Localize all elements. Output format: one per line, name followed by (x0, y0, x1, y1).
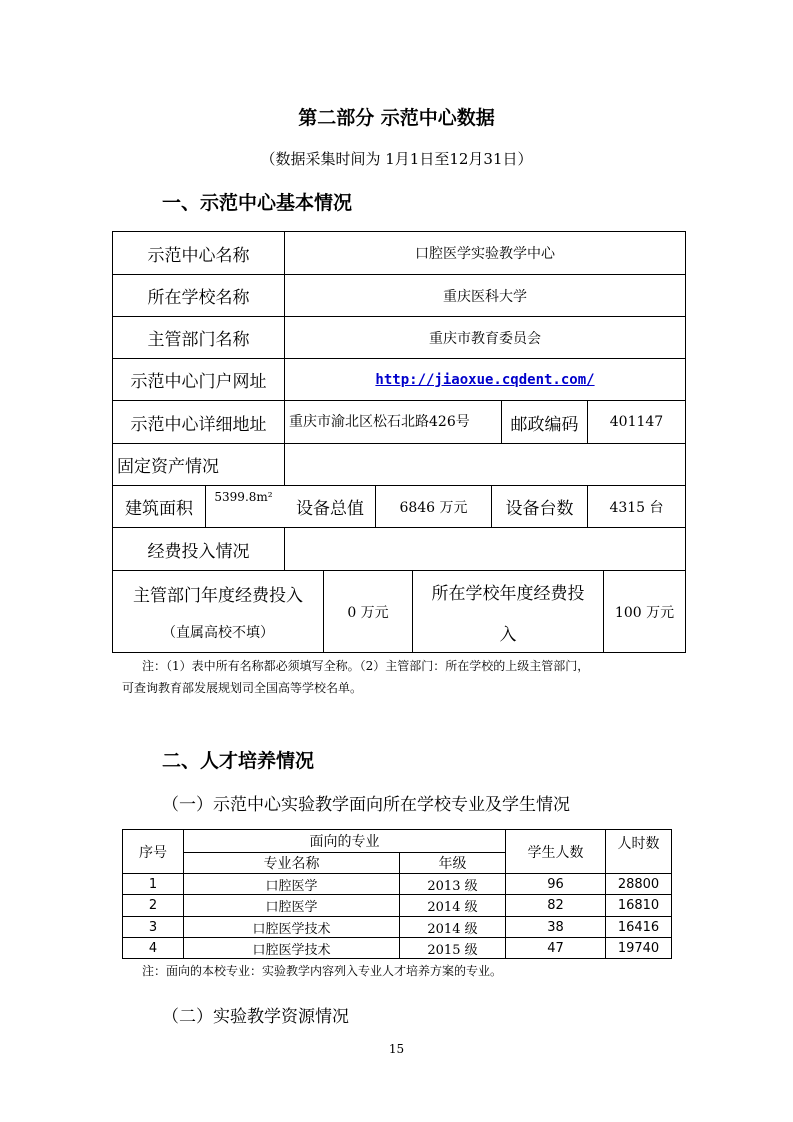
table-row-cell-major: 口腔医学技术 (252, 942, 331, 958)
section1-note-line2: 可查询教育部发展规划司全国高等学校名单。 (122, 681, 363, 695)
col-major-group-header: 面向的专业 (309, 834, 380, 850)
equipment-value-value: 6846 万元 (399, 499, 468, 516)
school-value: 重庆医科大学 (443, 288, 527, 305)
table-row-cell-seq: 2 (148, 898, 158, 913)
table-row-cell-seq: 4 (148, 940, 158, 956)
address-value: 重庆市渝北区松石北路426号 (289, 413, 470, 430)
part-title: 第二部分 示范中心数据 (298, 107, 495, 129)
table-row-cell-hours: 16810 (617, 898, 660, 913)
equipment-value-label: 设备总值 (296, 499, 364, 519)
page-number: 15 (388, 1042, 405, 1056)
section2-heading: 二、人才培养情况 (162, 750, 315, 772)
building-area-value: 5399.8m² (214, 490, 273, 504)
authority-funding-value: 0 万元 (347, 604, 389, 621)
section2-note: 注：面向的本校专业：实验教学内容列入专业人才培养方案的专业。 (142, 964, 503, 978)
equipment-count-label: 设备台数 (505, 499, 574, 519)
table-row-cell-grade: 2013 级 (427, 878, 478, 894)
school-funding-value: 100 万元 (614, 604, 675, 621)
authority-label: 主管部门名称 (147, 330, 250, 350)
table-row-cell-students: 47 (547, 940, 564, 956)
col-grade-header: 年级 (438, 856, 467, 872)
postcode-label: 邮政编码 (510, 414, 579, 435)
basic-info-table (112, 231, 686, 653)
table-row-cell-grade: 2014 级 (427, 900, 478, 915)
table-row-cell-major: 口腔医学 (265, 878, 318, 894)
authority-funding-label: 主管部门年度经费投入 (133, 585, 303, 606)
table-row-cell-students: 38 (547, 919, 564, 935)
table-row-cell-grade: 2015 级 (427, 942, 478, 958)
col-seq-header: 序号 (139, 844, 167, 861)
table-row-cell-students: 96 (547, 876, 564, 892)
table-row-cell-major: 口腔医学技术 (252, 921, 331, 937)
postcode-value: 401147 (609, 414, 664, 430)
portal-link[interactable]: http://jiaoxue.cqdent.com/ (375, 371, 595, 388)
col-hours-header: 人时数 (617, 836, 660, 852)
table-row-cell-hours: 19740 (617, 940, 660, 956)
col-major-name-header: 专业名称 (263, 856, 320, 872)
col-students-header: 学生人数 (527, 844, 584, 861)
school-funding-label-1: 所在学校年度经费投 (431, 583, 585, 604)
center-name-value: 口腔医学实验教学中心 (415, 246, 555, 262)
address-label: 示范中心详细地址 (130, 414, 267, 435)
building-area-label: 建筑面积 (125, 499, 193, 519)
table-row-cell-grade: 2014 级 (427, 921, 478, 937)
funding-label: 经费投入情况 (147, 541, 250, 562)
table-row-cell-hours: 28800 (617, 876, 660, 892)
table-row-cell-students: 82 (547, 898, 564, 913)
table-row-cell-seq: 3 (148, 919, 158, 935)
section1-heading: 一、示范中心基本情况 (162, 192, 353, 214)
school-label: 所在学校名称 (147, 288, 250, 308)
majors-table (122, 829, 672, 959)
school-funding-label-2: 入 (499, 624, 517, 645)
equipment-count-value: 4315 台 (609, 499, 664, 516)
fixed-assets-label: 固定资产情况 (117, 457, 219, 477)
authority-value: 重庆市教育委员会 (429, 330, 541, 347)
table-row-cell-major: 口腔医学 (265, 900, 318, 915)
table-row-cell-seq: 1 (148, 876, 158, 892)
section2-sub1: （一）示范中心实验教学面向所在学校专业及学生情况 (162, 795, 570, 815)
date-range: （数据采集时间为 1月1日至12月31日） (260, 150, 533, 168)
section2-sub2: （二）实验教学资源情况 (162, 1007, 349, 1027)
authority-funding-sub: （直属高校不填） (162, 625, 274, 641)
section1-note-line1: 注：（1）表中所有名称都必须填写全称。（2）主管部门：所在学校的上级主管部门， (142, 659, 590, 673)
table-row-cell-hours: 16416 (617, 919, 660, 935)
portal-label: 示范中心门户网址 (130, 372, 267, 392)
center-name-label: 示范中心名称 (147, 245, 250, 266)
